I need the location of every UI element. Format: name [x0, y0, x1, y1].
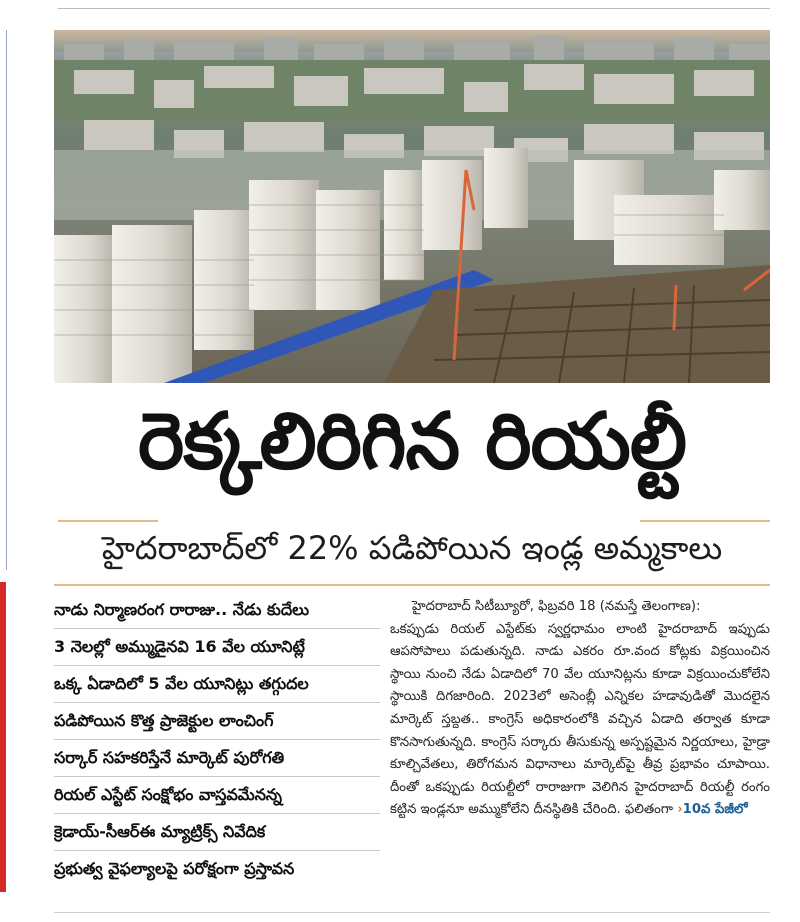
- continue-arrow-icon: ›: [677, 802, 683, 818]
- top-rule: [58, 8, 770, 9]
- article-body: [390, 596, 770, 822]
- bottom-rule: [54, 912, 770, 913]
- highlight-item: ఒక్క ఏడాదిలో 5 వేల యూనిట్లు తగ్గుదల: [54, 666, 380, 703]
- highlight-item: క్రెడాయ్-సీఆర్ఈ మ్యాట్రిక్స్ నివేదిక: [54, 814, 380, 851]
- hyderabad-skyline-photo: [54, 30, 770, 383]
- subhead-rule-left: [58, 520, 158, 522]
- article-dateline: హైదరాబాద్ సిటీబ్యూరో, ఫిబ్రవరి 18 (నమస్తే తెలంగాణ):: [412, 599, 701, 614]
- highlight-item: సర్కార్ సహకరిస్తేనే మార్కెట్ పురోగతి: [54, 740, 380, 777]
- cityscape-illustration: [54, 30, 770, 383]
- highlight-item: 3 నెలల్లో అమ్ముడైనవి 16 వేల యూనిట్లే: [54, 629, 380, 666]
- article-paragraph: [390, 619, 770, 822]
- highlight-item: నాడు నిర్మాణరంగ రారాజు.. నేడు కుదేలు: [54, 592, 380, 629]
- article-text: ఒకప్పుడు రియల్ ఎస్టేట్‌కు స్వర్ణధామం లాంటి హైదరాబాద్ ఇప్పుడు ఆపసోపాలు పడుతున్నది. నాడు ఎకరం రూ.వంద కోట్లకు విక్రయించిన స్థాయి నుంచి నేడు ఏడాదిలో 70 వేల యూనిట్లను కూడా విక్రయించుకోలేని స్థాయికి దిగజారింది. 2023లో అసెంబ్లీ ఎన్నికల హడావుడితో మొదలైన మార్కెట్ స్తబ్దత.. కాంగ్రెస్ అధికారంలోకి వచ్చిన ఏడాది తర్వాత కూడా కొనసాగుతున్నది. కాంగ్రెస్ సర్కారు తీసుకున్న అస్పష్టమైన నిర్ణయాలు, హైడ్రా కూల్చివేతలు, తిరోగమన విధానాలు మార్కెట్‌పై తీవ్ర ప్రభావం చూపాయి. దీంతో ఒకప్పుడు రియల్టీలో రారాజుగా వెలిగిన హైదరాబాద్ రియల్టీ రంగం కట్టిన ఇండ్లనూ అమ్ముకోలేని దీనస్థితికి చేరింది. ఫలితంగా: [390, 621, 770, 818]
- continued-label: 10వ పేజీలో: [682, 802, 748, 818]
- subhead-rule-right: [640, 520, 770, 522]
- highlight-item: ప్రభుత్వ వైఫల్యాలపై పరోక్షంగా ప్రస్తావన: [54, 859, 295, 878]
- adjacent-column-red-strip: [0, 582, 6, 892]
- highlight-item: పడిపోయిన కొత్త ప్రాజెక్టుల లాంచింగ్: [54, 703, 380, 740]
- subhead-bottom-rule: [54, 584, 770, 586]
- subheadline: హైదరాబాద్‌లో 22% పడిపోయిన ఇండ్ల అమ్మకాలు: [101, 529, 723, 567]
- headline: రెక్కలిరిగిన రియల్టీ: [137, 396, 687, 487]
- adjacent-column-edge: [6, 30, 7, 570]
- highlights-list: [54, 592, 380, 887]
- continued-on-page-link[interactable]: [677, 802, 747, 817]
- highlight-item: రియల్ ఎస్టేట్ సంక్షోభం వాస్తవమేనన్న: [54, 777, 380, 814]
